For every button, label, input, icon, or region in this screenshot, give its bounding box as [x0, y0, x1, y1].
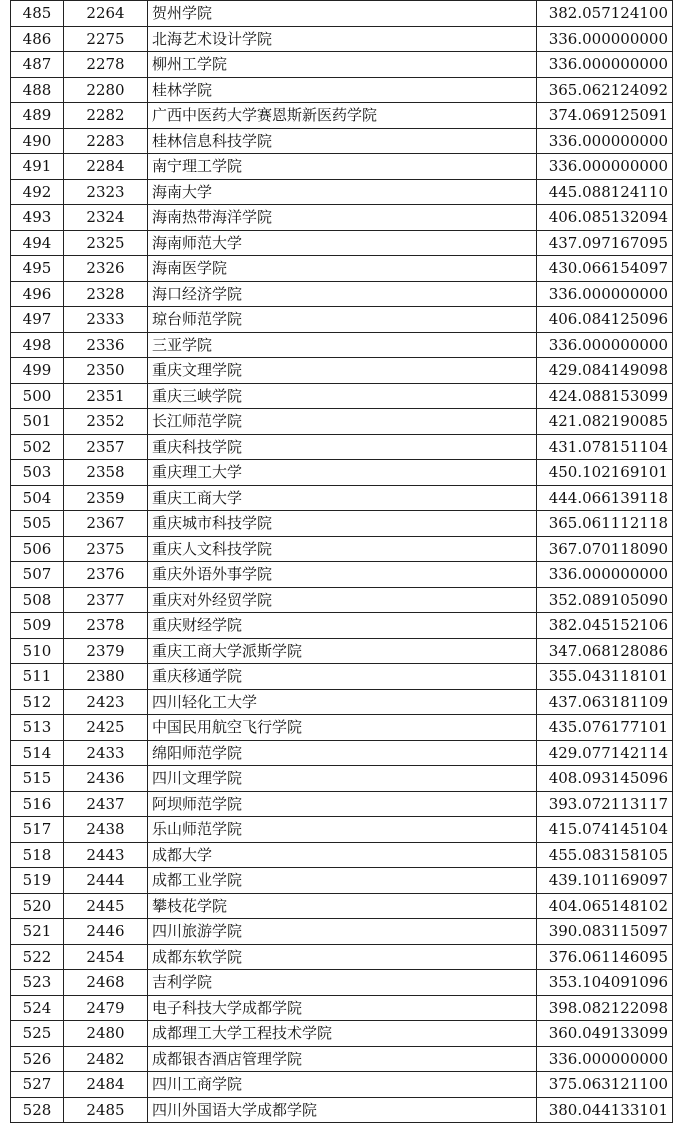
- school-name-cell: 重庆三峡学院: [148, 383, 537, 409]
- row-index-cell: 518: [11, 842, 64, 868]
- score-cell: 336.000000000: [537, 26, 673, 52]
- school-code-cell: 2351: [64, 383, 148, 409]
- score-cell: 444.066139118: [537, 485, 673, 511]
- school-code-cell: 2423: [64, 689, 148, 715]
- school-name-cell: 贺州学院: [148, 1, 537, 27]
- score-cell: 365.061112118: [537, 511, 673, 537]
- school-name-cell: 成都大学: [148, 842, 537, 868]
- row-index-cell: 514: [11, 740, 64, 766]
- row-index-cell: 485: [11, 1, 64, 27]
- table-row: [11, 995, 673, 1021]
- school-code-cell: 2482: [64, 1046, 148, 1072]
- score-cell: 437.063181109: [537, 689, 673, 715]
- score-cell: 336.000000000: [537, 52, 673, 78]
- score-cell: 408.093145096: [537, 766, 673, 792]
- score-cell: 336.000000000: [537, 1046, 673, 1072]
- school-name-cell: 海南大学: [148, 179, 537, 205]
- table-row: [11, 562, 673, 588]
- school-code-cell: 2446: [64, 919, 148, 945]
- school-code-cell: 2445: [64, 893, 148, 919]
- school-code-cell: 2454: [64, 944, 148, 970]
- score-cell: 404.065148102: [537, 893, 673, 919]
- school-code-cell: 2479: [64, 995, 148, 1021]
- table-row: [11, 205, 673, 231]
- school-name-cell: 海南医学院: [148, 256, 537, 282]
- score-cell: 431.078151104: [537, 434, 673, 460]
- table-row: [11, 842, 673, 868]
- table-row: [11, 307, 673, 333]
- school-name-cell: 电子科技大学成都学院: [148, 995, 537, 1021]
- row-index-cell: 504: [11, 485, 64, 511]
- school-name-cell: 四川旅游学院: [148, 919, 537, 945]
- school-name-cell: 桂林信息科技学院: [148, 128, 537, 154]
- school-name-cell: 重庆工商大学派斯学院: [148, 638, 537, 664]
- row-index-cell: 500: [11, 383, 64, 409]
- table-row: [11, 1097, 673, 1123]
- table-row: [11, 128, 673, 154]
- school-name-cell: 桂林学院: [148, 77, 537, 103]
- row-index-cell: 523: [11, 970, 64, 996]
- school-code-cell: 2379: [64, 638, 148, 664]
- score-cell: 367.070118090: [537, 536, 673, 562]
- table-row: [11, 485, 673, 511]
- score-cell: 390.083115097: [537, 919, 673, 945]
- school-name-cell: 重庆城市科技学院: [148, 511, 537, 537]
- row-index-cell: 493: [11, 205, 64, 231]
- score-cell: 365.062124092: [537, 77, 673, 103]
- school-code-cell: 2438: [64, 817, 148, 843]
- school-name-cell: 成都工业学院: [148, 868, 537, 894]
- row-index-cell: 498: [11, 332, 64, 358]
- school-code-cell: 2468: [64, 970, 148, 996]
- table-row: [11, 511, 673, 537]
- row-index-cell: 525: [11, 1021, 64, 1047]
- row-index-cell: 508: [11, 587, 64, 613]
- school-name-cell: 重庆外语外事学院: [148, 562, 537, 588]
- table-row: [11, 281, 673, 307]
- school-code-cell: 2377: [64, 587, 148, 613]
- school-name-cell: 海口经济学院: [148, 281, 537, 307]
- row-index-cell: 488: [11, 77, 64, 103]
- table-row: [11, 893, 673, 919]
- score-cell: 355.043118101: [537, 664, 673, 690]
- school-code-cell: 2357: [64, 434, 148, 460]
- table-row: [11, 689, 673, 715]
- table-row: [11, 460, 673, 486]
- school-code-cell: 2378: [64, 613, 148, 639]
- score-cell: 415.074145104: [537, 817, 673, 843]
- table-row: [11, 332, 673, 358]
- table-row: [11, 409, 673, 435]
- school-name-cell: 重庆人文科技学院: [148, 536, 537, 562]
- row-index-cell: 492: [11, 179, 64, 205]
- row-index-cell: 506: [11, 536, 64, 562]
- school-code-cell: 2284: [64, 154, 148, 180]
- table-row: [11, 1072, 673, 1098]
- score-cell: 406.085132094: [537, 205, 673, 231]
- school-name-cell: 长江师范学院: [148, 409, 537, 435]
- row-index-cell: 505: [11, 511, 64, 537]
- score-cell: 382.045152106: [537, 613, 673, 639]
- score-cell: 393.072113117: [537, 791, 673, 817]
- school-name-cell: 攀枝花学院: [148, 893, 537, 919]
- table-row: [11, 230, 673, 256]
- row-index-cell: 502: [11, 434, 64, 460]
- school-name-cell: 重庆文理学院: [148, 358, 537, 384]
- row-index-cell: 513: [11, 715, 64, 741]
- row-index-cell: 509: [11, 613, 64, 639]
- table-row: [11, 179, 673, 205]
- table-row: [11, 944, 673, 970]
- score-cell: 376.061146095: [537, 944, 673, 970]
- row-index-cell: 489: [11, 103, 64, 129]
- table-row: [11, 434, 673, 460]
- school-code-cell: 2324: [64, 205, 148, 231]
- table-row: [11, 766, 673, 792]
- table-row: [11, 1, 673, 27]
- school-name-cell: 海南师范大学: [148, 230, 537, 256]
- score-cell: 406.084125096: [537, 307, 673, 333]
- school-code-cell: 2375: [64, 536, 148, 562]
- school-name-cell: 柳州工学院: [148, 52, 537, 78]
- school-name-cell: 四川外国语大学成都学院: [148, 1097, 537, 1123]
- score-cell: 430.066154097: [537, 256, 673, 282]
- school-code-cell: 2437: [64, 791, 148, 817]
- score-cell: 374.069125091: [537, 103, 673, 129]
- table-row: [11, 919, 673, 945]
- table-row: [11, 791, 673, 817]
- row-index-cell: 487: [11, 52, 64, 78]
- row-index-cell: 511: [11, 664, 64, 690]
- school-name-cell: 三亚学院: [148, 332, 537, 358]
- table-row: [11, 1021, 673, 1047]
- score-cell: 450.102169101: [537, 460, 673, 486]
- table-row: [11, 256, 673, 282]
- score-cell: 382.057124100: [537, 1, 673, 27]
- school-name-cell: 重庆移通学院: [148, 664, 537, 690]
- score-cell: 445.088124110: [537, 179, 673, 205]
- school-code-cell: 2328: [64, 281, 148, 307]
- school-code-cell: 2264: [64, 1, 148, 27]
- row-index-cell: 510: [11, 638, 64, 664]
- table-row: [11, 103, 673, 129]
- school-code-cell: 2380: [64, 664, 148, 690]
- table-row: [11, 587, 673, 613]
- school-code-cell: 2484: [64, 1072, 148, 1098]
- score-cell: 336.000000000: [537, 281, 673, 307]
- row-index-cell: 519: [11, 868, 64, 894]
- school-code-cell: 2352: [64, 409, 148, 435]
- school-name-cell: 重庆理工大学: [148, 460, 537, 486]
- school-code-cell: 2275: [64, 26, 148, 52]
- table-row: [11, 1046, 673, 1072]
- school-code-cell: 2485: [64, 1097, 148, 1123]
- table-row: [11, 52, 673, 78]
- school-name-cell: 南宁理工学院: [148, 154, 537, 180]
- score-cell: 455.083158105: [537, 842, 673, 868]
- score-cell: 375.063121100: [537, 1072, 673, 1098]
- score-cell: 439.101169097: [537, 868, 673, 894]
- school-code-cell: 2444: [64, 868, 148, 894]
- table-row: [11, 664, 673, 690]
- row-index-cell: 516: [11, 791, 64, 817]
- score-cell: 336.000000000: [537, 128, 673, 154]
- score-cell: 421.082190085: [537, 409, 673, 435]
- school-code-cell: 2443: [64, 842, 148, 868]
- school-name-cell: 成都理工大学工程技术学院: [148, 1021, 537, 1047]
- score-cell: 336.000000000: [537, 332, 673, 358]
- school-name-cell: 北海艺术设计学院: [148, 26, 537, 52]
- row-index-cell: 521: [11, 919, 64, 945]
- school-code-cell: 2359: [64, 485, 148, 511]
- row-index-cell: 526: [11, 1046, 64, 1072]
- school-code-cell: 2425: [64, 715, 148, 741]
- school-name-cell: 琼台师范学院: [148, 307, 537, 333]
- table-row: [11, 868, 673, 894]
- table-body: [11, 1, 673, 1123]
- school-code-cell: 2358: [64, 460, 148, 486]
- school-name-cell: 阿坝师范学院: [148, 791, 537, 817]
- school-code-cell: 2282: [64, 103, 148, 129]
- school-name-cell: 重庆科技学院: [148, 434, 537, 460]
- score-cell: 398.082122098: [537, 995, 673, 1021]
- score-cell: 336.000000000: [537, 154, 673, 180]
- row-index-cell: 490: [11, 128, 64, 154]
- score-cell: 429.077142114: [537, 740, 673, 766]
- row-index-cell: 491: [11, 154, 64, 180]
- row-index-cell: 503: [11, 460, 64, 486]
- school-name-cell: 四川轻化工大学: [148, 689, 537, 715]
- row-index-cell: 515: [11, 766, 64, 792]
- row-index-cell: 499: [11, 358, 64, 384]
- table-row: [11, 536, 673, 562]
- school-name-cell: 成都银杏酒店管理学院: [148, 1046, 537, 1072]
- row-index-cell: 528: [11, 1097, 64, 1123]
- school-code-cell: 2436: [64, 766, 148, 792]
- row-index-cell: 520: [11, 893, 64, 919]
- school-code-cell: 2336: [64, 332, 148, 358]
- school-code-cell: 2367: [64, 511, 148, 537]
- table-row: [11, 154, 673, 180]
- school-code-cell: 2283: [64, 128, 148, 154]
- school-code-cell: 2480: [64, 1021, 148, 1047]
- table-row: [11, 613, 673, 639]
- school-name-cell: 乐山师范学院: [148, 817, 537, 843]
- row-index-cell: 486: [11, 26, 64, 52]
- school-code-cell: 2278: [64, 52, 148, 78]
- score-cell: 380.044133101: [537, 1097, 673, 1123]
- row-index-cell: 496: [11, 281, 64, 307]
- school-name-cell: 绵阳师范学院: [148, 740, 537, 766]
- score-cell: 437.097167095: [537, 230, 673, 256]
- row-index-cell: 507: [11, 562, 64, 588]
- school-name-cell: 四川文理学院: [148, 766, 537, 792]
- school-name-cell: 海南热带海洋学院: [148, 205, 537, 231]
- score-cell: 424.088153099: [537, 383, 673, 409]
- school-name-cell: 重庆工商大学: [148, 485, 537, 511]
- row-index-cell: 494: [11, 230, 64, 256]
- school-code-cell: 2326: [64, 256, 148, 282]
- school-code-cell: 2323: [64, 179, 148, 205]
- table-row: [11, 638, 673, 664]
- score-cell: 347.068128086: [537, 638, 673, 664]
- table-row: [11, 740, 673, 766]
- row-index-cell: 522: [11, 944, 64, 970]
- admission-score-table: [10, 0, 673, 1123]
- school-name-cell: 广西中医药大学赛恩斯新医药学院: [148, 103, 537, 129]
- table-row: [11, 383, 673, 409]
- school-code-cell: 2350: [64, 358, 148, 384]
- table-row: [11, 358, 673, 384]
- table-row: [11, 77, 673, 103]
- school-code-cell: 2376: [64, 562, 148, 588]
- table-row: [11, 26, 673, 52]
- school-code-cell: 2325: [64, 230, 148, 256]
- table-row: [11, 970, 673, 996]
- row-index-cell: 501: [11, 409, 64, 435]
- table-row: [11, 715, 673, 741]
- school-name-cell: 成都东软学院: [148, 944, 537, 970]
- table-row: [11, 817, 673, 843]
- row-index-cell: 517: [11, 817, 64, 843]
- row-index-cell: 497: [11, 307, 64, 333]
- score-cell: 429.084149098: [537, 358, 673, 384]
- score-cell: 352.089105090: [537, 587, 673, 613]
- school-code-cell: 2280: [64, 77, 148, 103]
- school-name-cell: 吉利学院: [148, 970, 537, 996]
- score-cell: 353.104091096: [537, 970, 673, 996]
- row-index-cell: 512: [11, 689, 64, 715]
- row-index-cell: 527: [11, 1072, 64, 1098]
- school-code-cell: 2333: [64, 307, 148, 333]
- score-cell: 336.000000000: [537, 562, 673, 588]
- score-cell: 360.049133099: [537, 1021, 673, 1047]
- school-name-cell: 重庆财经学院: [148, 613, 537, 639]
- row-index-cell: 495: [11, 256, 64, 282]
- school-name-cell: 四川工商学院: [148, 1072, 537, 1098]
- score-cell: 435.076177101: [537, 715, 673, 741]
- row-index-cell: 524: [11, 995, 64, 1021]
- school-name-cell: 中国民用航空飞行学院: [148, 715, 537, 741]
- school-name-cell: 重庆对外经贸学院: [148, 587, 537, 613]
- school-code-cell: 2433: [64, 740, 148, 766]
